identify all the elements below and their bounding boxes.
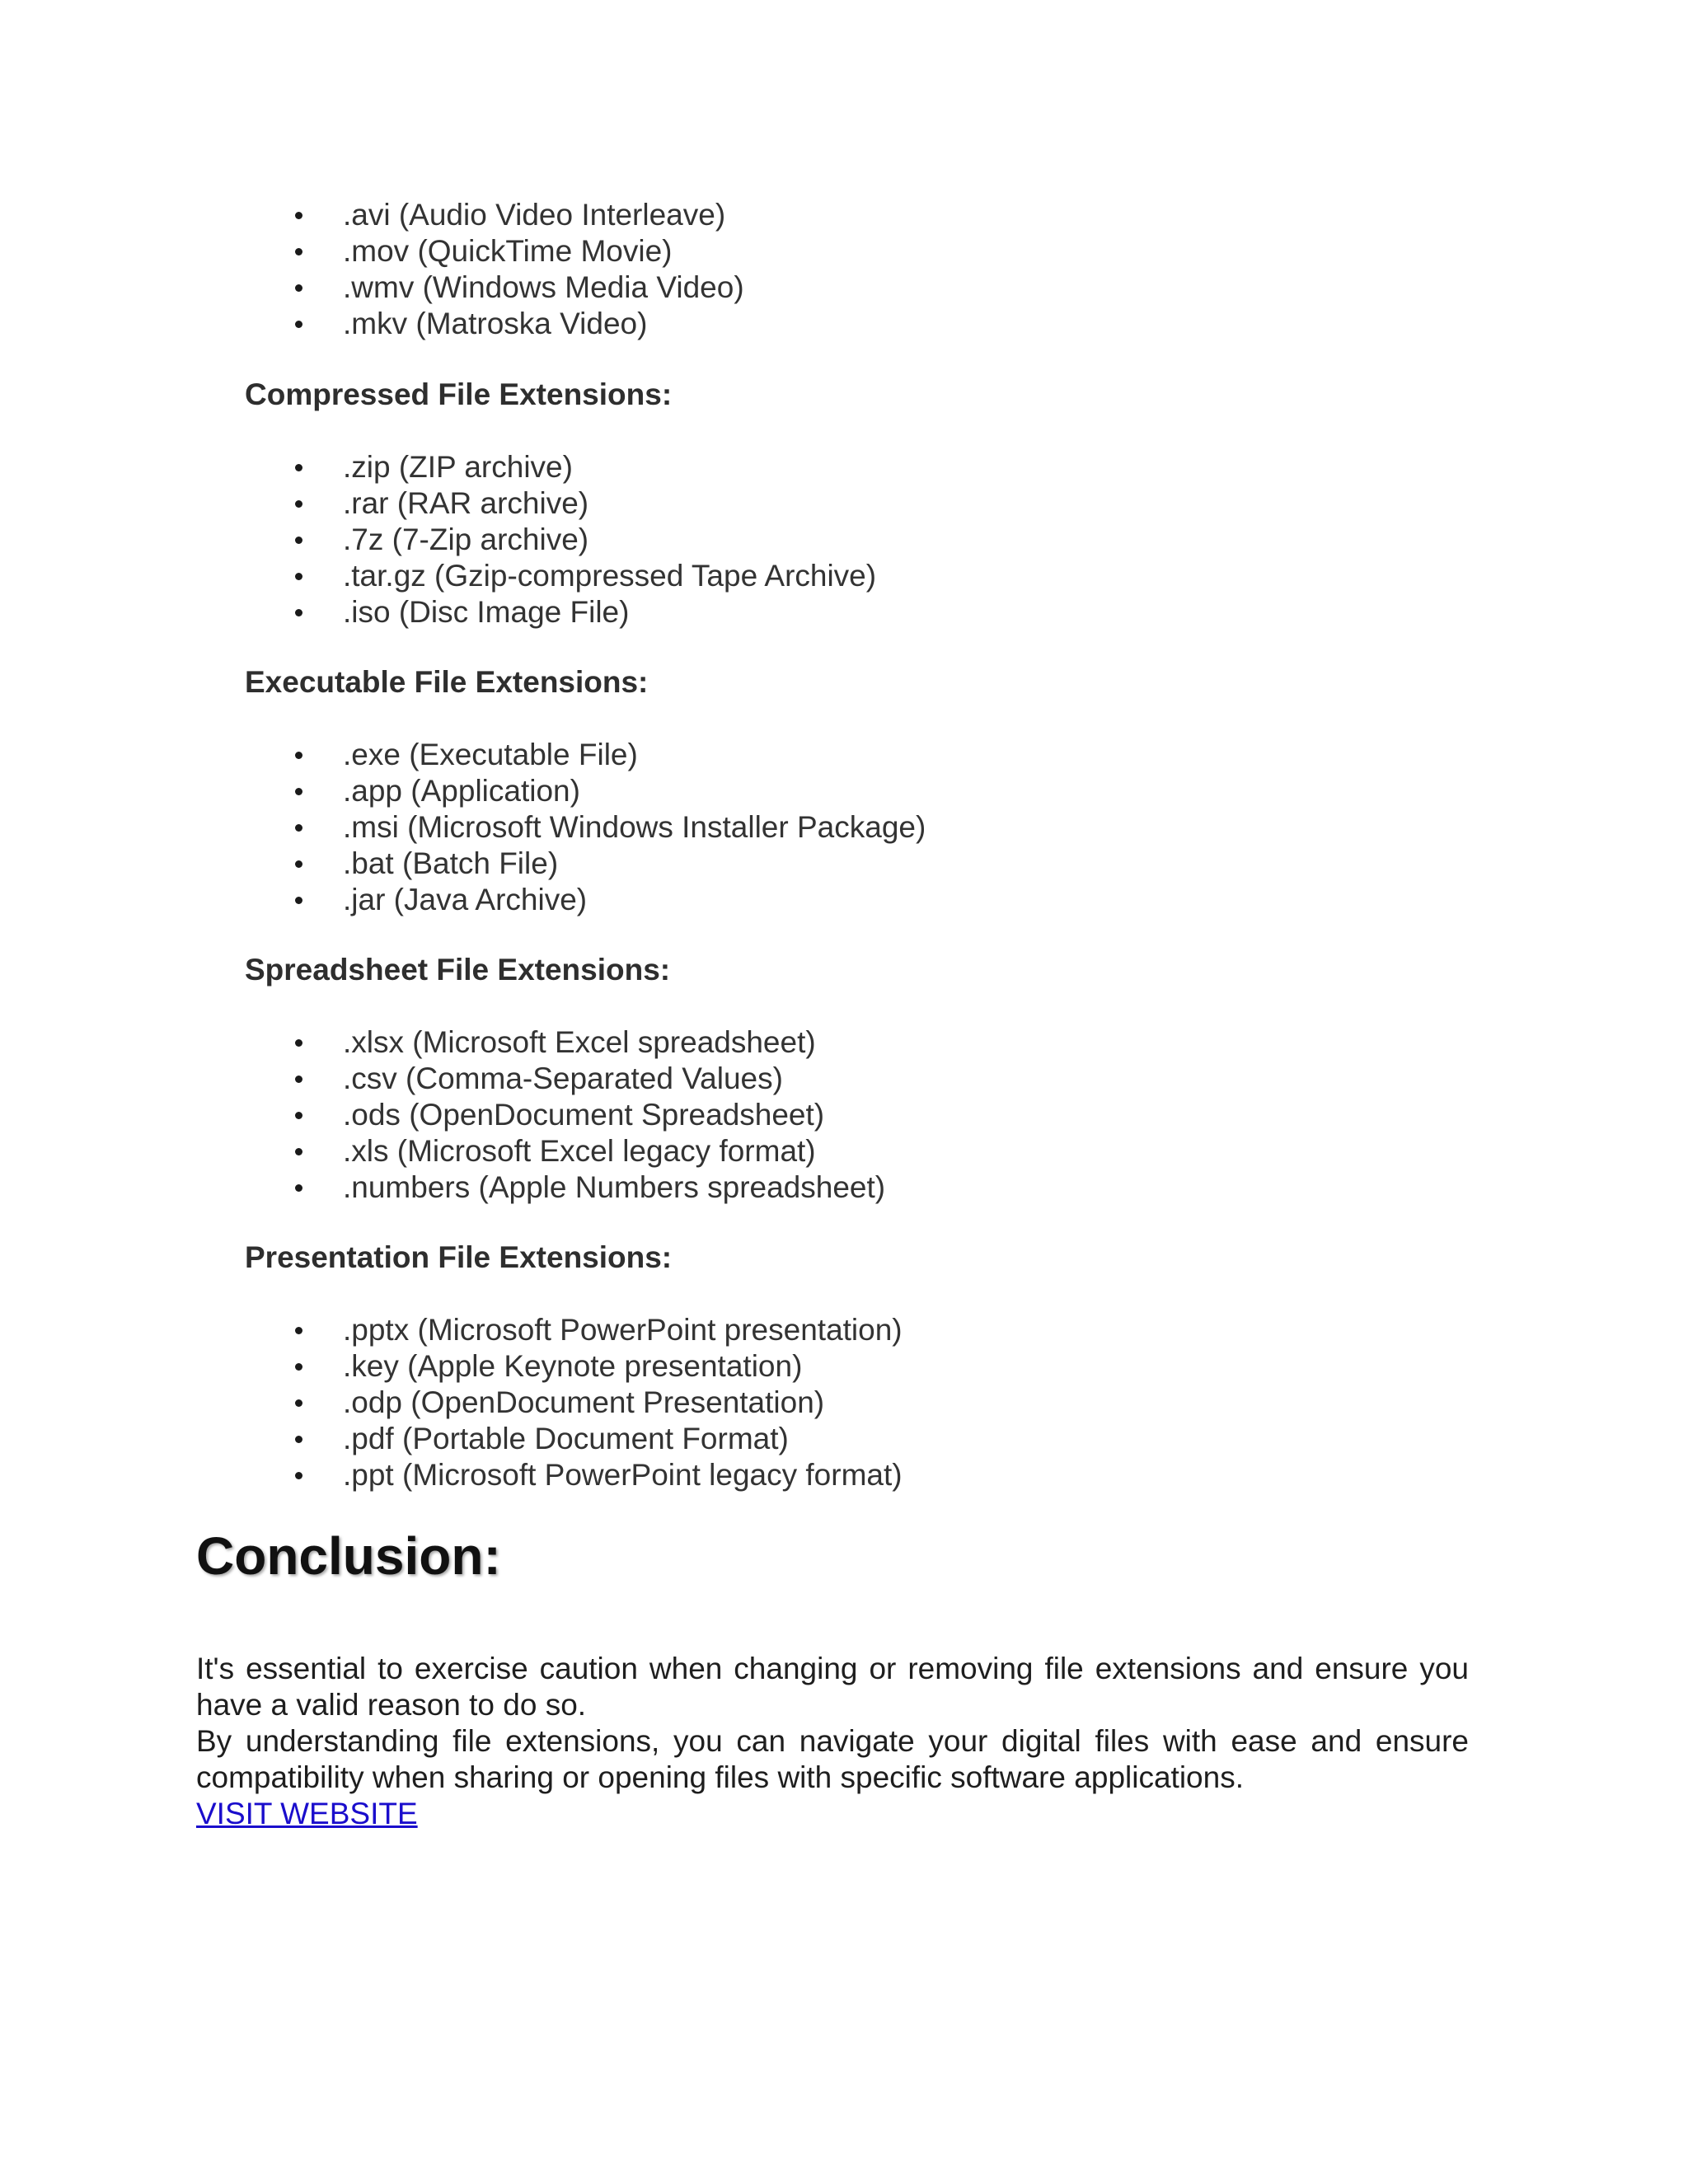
- list-item-text: .zip (ZIP archive): [343, 450, 573, 484]
- list-item: [0, 737, 926, 773]
- bullet-icon: [295, 1436, 302, 1443]
- list-item-text: .exe (Executable File): [343, 738, 638, 771]
- list-item-text: .7z (7-Zip archive): [343, 523, 589, 556]
- executable-extensions-list: [0, 737, 926, 918]
- list-item: [0, 1024, 885, 1061]
- list-item-text: .ods (OpenDocument Spreadsheet): [343, 1098, 825, 1132]
- bullet-icon: [295, 248, 302, 255]
- conclusion-paragraph: It's essential to exercise caution when changing or removing file extensions and ensure you have a valid reason to do so.: [196, 1652, 1469, 1722]
- list-item: [0, 1385, 903, 1421]
- bullet-icon: [295, 788, 302, 795]
- list-item: [0, 1133, 885, 1169]
- bullet-icon: [295, 212, 302, 219]
- compressed-heading: Compressed File Extensions:: [245, 377, 673, 411]
- list-item: [0, 233, 744, 269]
- bullet-icon: [295, 464, 302, 471]
- spreadsheet-extensions-list: [0, 1024, 885, 1206]
- list-item: [0, 846, 926, 882]
- presentation-extensions-list: [0, 1312, 903, 1493]
- bullet-icon: [295, 897, 302, 904]
- list-item: [0, 1169, 885, 1206]
- list-item: [0, 485, 876, 522]
- list-item-text: .avi (Audio Video Interleave): [343, 198, 726, 232]
- list-item: [0, 522, 876, 558]
- list-item-text: .odp (OpenDocument Presentation): [343, 1385, 825, 1419]
- visit-website-link[interactable]: VISIT WEBSITE: [196, 1797, 418, 1830]
- list-item-text: .pptx (Microsoft PowerPoint presentation): [343, 1313, 903, 1347]
- bullet-icon: [295, 1112, 302, 1119]
- bullet-icon: [295, 1076, 302, 1083]
- list-item: [0, 1097, 885, 1133]
- bullet-icon: [295, 1363, 302, 1371]
- list-item-text: .ppt (Microsoft PowerPoint legacy format): [343, 1458, 903, 1492]
- bullet-icon: [295, 1039, 302, 1047]
- bullet-icon: [295, 321, 302, 328]
- list-item: [0, 558, 876, 594]
- bullet-icon: [295, 752, 302, 759]
- list-item: [0, 197, 744, 233]
- list-item: [0, 1421, 903, 1457]
- list-item-text: .mkv (Matroska Video): [343, 307, 648, 340]
- list-item-text: .tar.gz (Gzip-compressed Tape Archive): [343, 559, 877, 593]
- list-item-text: .xlsx (Microsoft Excel spreadsheet): [343, 1025, 816, 1059]
- conclusion-body: [196, 1651, 1469, 1832]
- list-item-text: .numbers (Apple Numbers spreadsheet): [343, 1170, 886, 1204]
- bullet-icon: [295, 500, 302, 508]
- bullet-icon: [295, 1399, 302, 1407]
- bullet-icon: [295, 1184, 302, 1192]
- spreadsheet-heading: Spreadsheet File Extensions:: [245, 953, 671, 987]
- bullet-icon: [295, 573, 302, 580]
- list-item: [0, 882, 926, 918]
- list-item-text: .key (Apple Keynote presentation): [343, 1349, 803, 1383]
- list-item: [0, 449, 876, 485]
- list-item-text: .iso (Disc Image File): [343, 595, 630, 629]
- list-item: [0, 1457, 903, 1493]
- list-item-text: .msi (Microsoft Windows Installer Package): [343, 810, 926, 844]
- list-item-text: .pdf (Portable Document Format): [343, 1422, 789, 1455]
- presentation-heading: Presentation File Extensions:: [245, 1240, 673, 1274]
- list-item-text: .jar (Java Archive): [343, 883, 588, 916]
- list-item: [0, 773, 926, 809]
- conclusion-paragraph: By understanding file extensions, you can navigate your digital files with ease and ensure compatibility when sharing or opening files with specific software applications.: [196, 1724, 1469, 1794]
- bullet-icon: [295, 609, 302, 616]
- bullet-icon: [295, 284, 302, 292]
- executable-heading: Executable File Extensions:: [245, 665, 649, 699]
- list-item-text: .app (Application): [343, 774, 580, 808]
- bullet-icon: [295, 537, 302, 544]
- list-item-text: .wmv (Windows Media Video): [343, 270, 744, 304]
- bullet-icon: [295, 860, 302, 868]
- list-item: [0, 1348, 903, 1385]
- list-item-text: .rar (RAR archive): [343, 486, 589, 520]
- list-item: [0, 1312, 903, 1348]
- list-item: [0, 594, 876, 630]
- list-item: [0, 269, 744, 306]
- conclusion-heading: Conclusion:: [196, 1526, 501, 1586]
- list-item-text: .bat (Batch File): [343, 846, 559, 880]
- visit-website-line: [196, 1796, 1469, 1832]
- list-item: [0, 809, 926, 846]
- bullet-icon: [295, 1472, 302, 1479]
- list-item-text: .mov (QuickTime Movie): [343, 234, 673, 268]
- video-extensions-list: [0, 197, 744, 342]
- list-item-text: .xls (Microsoft Excel legacy format): [343, 1134, 816, 1168]
- list-item: [0, 306, 744, 342]
- list-item-text: .csv (Comma-Separated Values): [343, 1062, 783, 1095]
- bullet-icon: [295, 1148, 302, 1155]
- bullet-icon: [295, 1327, 302, 1334]
- list-item: [0, 1061, 885, 1097]
- bullet-icon: [295, 824, 302, 832]
- compressed-extensions-list: [0, 449, 876, 630]
